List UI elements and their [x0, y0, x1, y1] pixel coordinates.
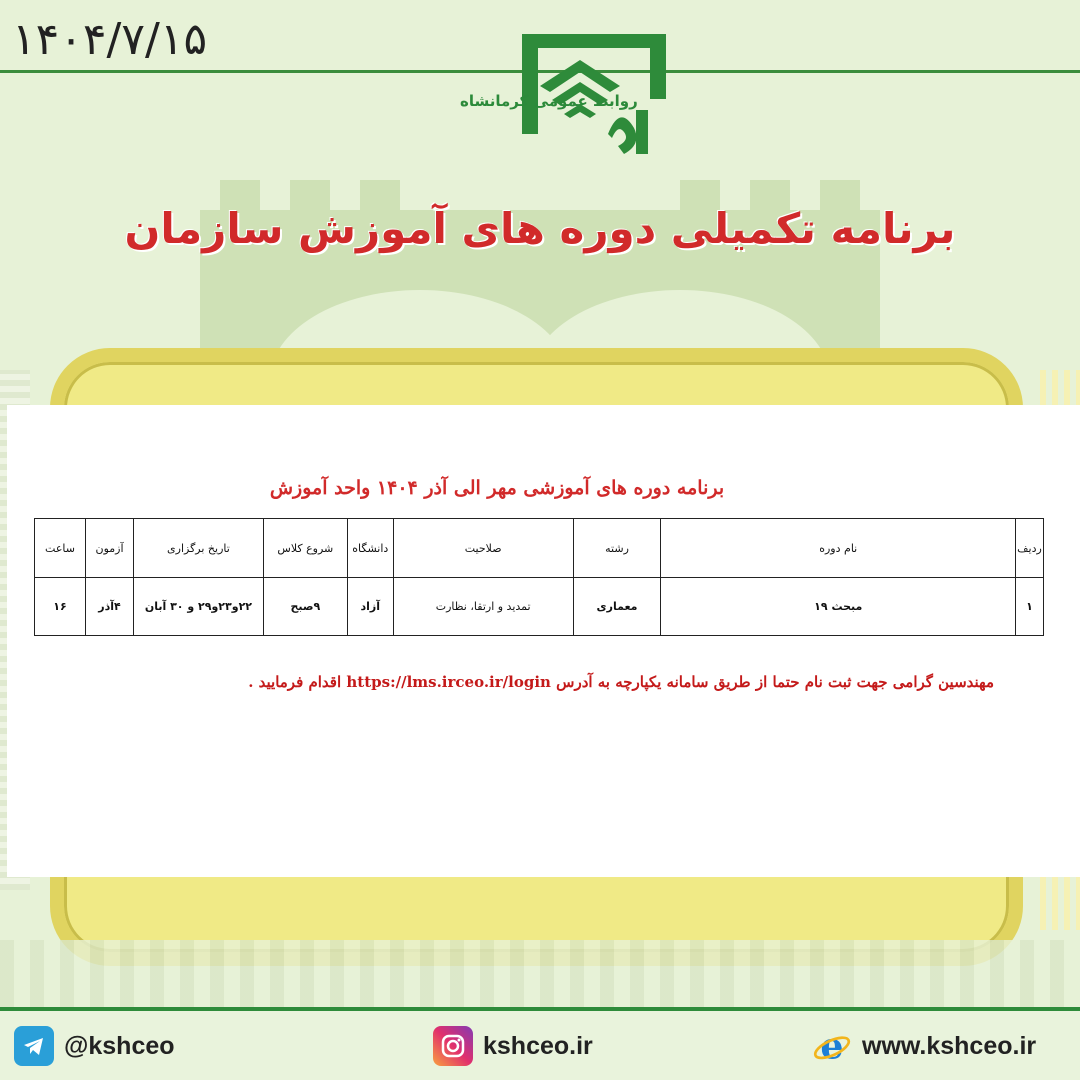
telegram-link[interactable] [14, 1025, 175, 1067]
header-field: رشته [573, 519, 661, 578]
cell-exam: ۴آذر [86, 578, 134, 636]
cell-row-number: ۱ [1016, 578, 1044, 636]
header-qualification: صلاحیت [393, 519, 573, 578]
cell-university: آزاد [347, 578, 393, 636]
table-row [35, 578, 1044, 636]
instagram-link[interactable] [433, 1025, 593, 1067]
header-class-start: شروع کلاس [263, 519, 347, 578]
svg-text:e: e [820, 1024, 844, 1068]
table-header-row [35, 519, 1044, 578]
instagram-icon [433, 1026, 473, 1066]
decorative-pattern-bottom [0, 940, 1080, 1008]
footer-bar [0, 1011, 1080, 1080]
course-table [34, 518, 1044, 636]
telegram-icon [14, 1026, 54, 1066]
header-exam: آزمون [86, 519, 134, 578]
website-url: www.kshceo.ir [862, 1031, 1037, 1060]
header-course-name: نام دوره [661, 519, 1016, 578]
registration-note: مهندسین گرامی جهت ثبت نام حتما از طریق سامانه یکپارچه به آدرس https://lms.irceo.ir/login اقدام فرمایید . [248, 673, 994, 691]
cell-course-name: مبحث ۱۹ [661, 578, 1016, 636]
cell-hours: ۱۶ [35, 578, 86, 636]
header-hours: ساعت [35, 519, 86, 578]
cell-class-start: ۹صبح [263, 578, 347, 636]
website-link[interactable] [812, 1025, 1036, 1067]
document-title: برنامه دوره های آموزشی مهر الی آذر ۱۴۰۴ واحد آموزش [269, 477, 725, 499]
header-dates: تاریخ برگزاری [133, 519, 263, 578]
header-row-number: ردیف [1016, 519, 1044, 578]
publish-date: ۱۴۰۴/۷/۱۵ [12, 14, 208, 65]
instagram-handle: kshceo.ir [483, 1031, 593, 1060]
telegram-handle: @kshceo [64, 1031, 175, 1060]
cell-dates: ۲۲و۲۳و۲۹ و ۳۰ آبان [133, 578, 263, 636]
internet-explorer-icon [812, 1026, 852, 1066]
course-document [7, 405, 1080, 877]
cell-qualification: تمدید و ارتقا، نظارت [393, 578, 573, 636]
logo-wordmark: روابط عمومی کرمانشاه [460, 92, 638, 110]
page-headline: برنامه تکمیلی دوره های آموزش سازمان [124, 204, 956, 253]
cell-field: معماری [573, 578, 661, 636]
header-university: دانشگاه [347, 519, 393, 578]
